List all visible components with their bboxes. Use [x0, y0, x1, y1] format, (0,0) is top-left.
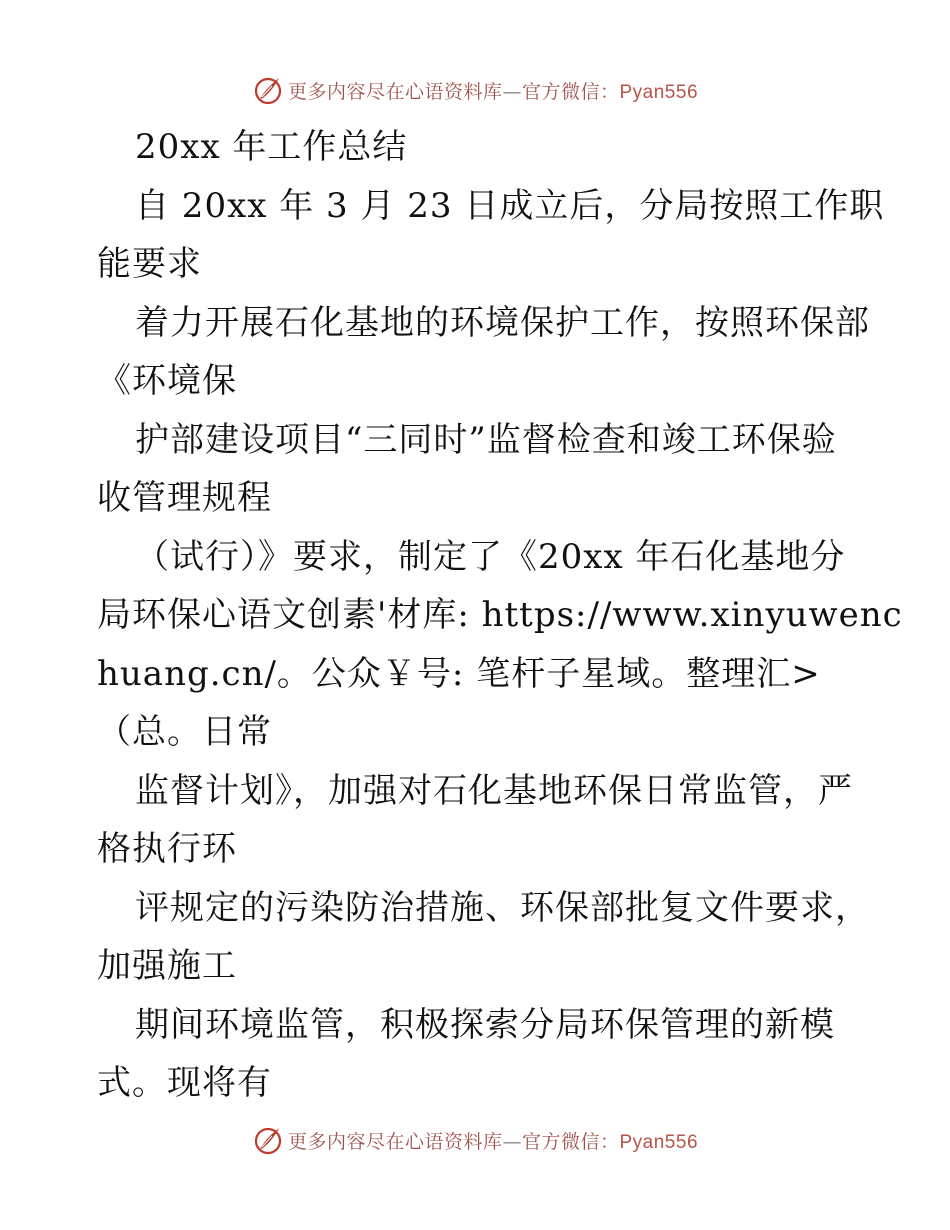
- paragraph-line: 评规定的污染防治措施、环保部批复文件要求，: [135, 887, 870, 928]
- paragraph-line: 期间环境监管，积极探索分局环保管理的新模: [135, 1004, 835, 1045]
- paragraph-line: 监督计划》，加强对石化基地环保日常监管，严: [135, 770, 853, 811]
- footer-banner: [0, 1122, 950, 1158]
- paragraph-line: 自 20xx 年 3 月 23 日成立后，分局按照工作职: [135, 185, 885, 226]
- banner-text: 更多内容尽在心语资料库—官方微信：Pyan556: [287, 80, 699, 103]
- paragraph-line: 加强施工: [97, 946, 237, 986]
- paragraph-line: 护部建设项目“三同时”监督检查和竣工环保验: [135, 419, 837, 460]
- paragraph-line: 《环境保: [97, 361, 237, 401]
- paragraph-line: 着力开展石化基地的环境保护工作，按照环保部: [135, 302, 870, 343]
- paragraph-line: huang.cn/。公众￥号: 笔杆子星域。整理汇>: [97, 653, 821, 694]
- document-body: [97, 118, 903, 1113]
- paragraph-line: （总。日常: [97, 712, 272, 752]
- paragraph-line: 收管理规程: [97, 478, 272, 518]
- document-title: 20xx 年工作总结: [135, 127, 408, 167]
- paragraph-line: 式。现将有: [97, 1063, 272, 1103]
- quill-logo-icon: [252, 74, 284, 106]
- banner-text: 更多内容尽在心语资料库—官方微信：Pyan556: [287, 1130, 699, 1153]
- quill-logo-icon: [252, 1124, 284, 1156]
- paragraph-line: 格执行环: [97, 829, 237, 869]
- paragraph-line: 能要求: [97, 244, 202, 284]
- header-banner: [0, 72, 950, 108]
- paragraph-line: 局环保心语文创素'材库: https://www.xinyuwenc: [97, 595, 903, 635]
- paragraph-line: （试行）》要求，制定了《20xx 年石化基地分: [135, 536, 846, 577]
